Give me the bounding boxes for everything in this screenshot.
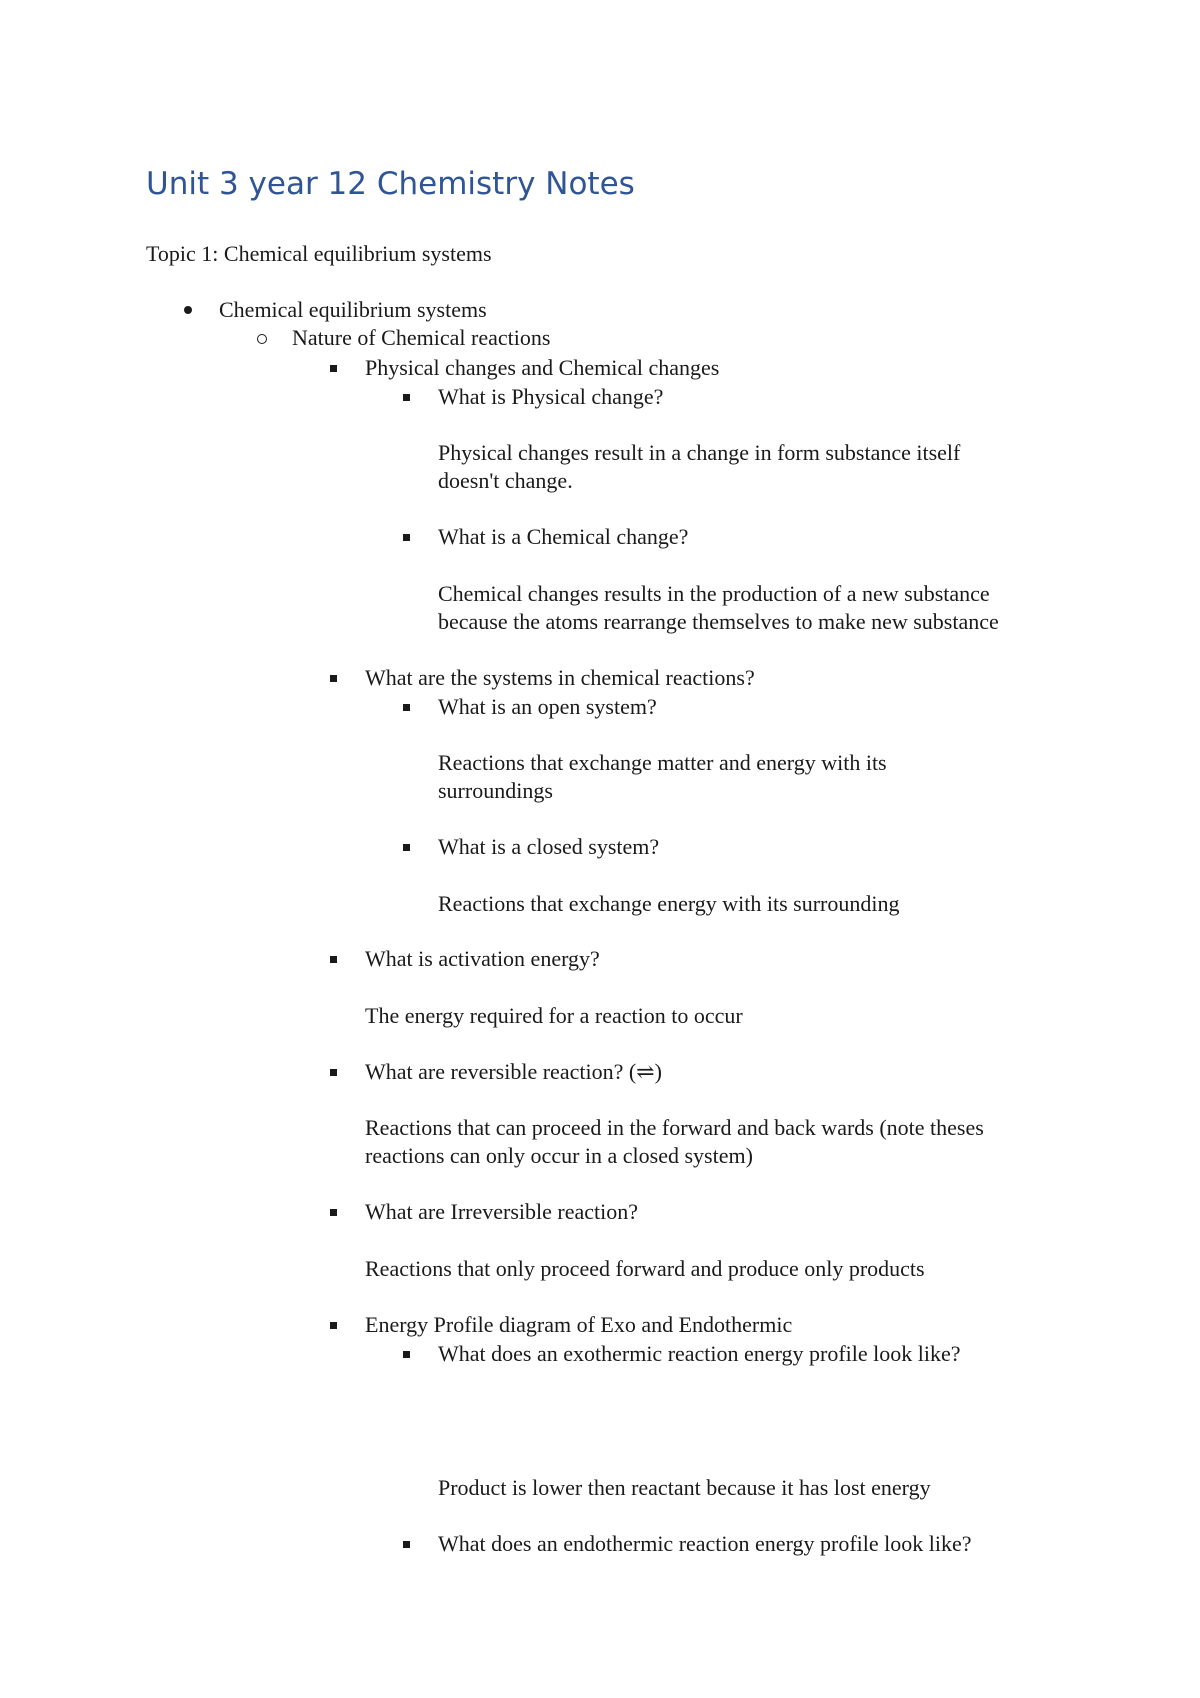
bullet-square-icon — [330, 365, 337, 372]
answer-text: Reactions that exchange matter and energy with its — [438, 750, 887, 775]
answer-text: surroundings — [438, 778, 553, 803]
list-item: What is Physical change? — [438, 384, 664, 409]
list-item: Energy Profile diagram of Exo and Endothermic — [365, 1312, 793, 1337]
bullet-square-icon — [330, 1209, 337, 1216]
list-item: What does an endothermic reaction energy profile look like? — [438, 1531, 972, 1556]
document-title: Unit 3 year 12 Chemistry Notes — [146, 166, 635, 202]
bullet-square-icon — [403, 704, 410, 711]
list-item: Chemical equilibrium systems — [219, 297, 487, 322]
list-item: What are Irreversible reaction? — [365, 1199, 638, 1224]
list-item: What is an open system? — [438, 694, 657, 719]
bullet-square-icon — [330, 675, 337, 682]
bullet-square-icon — [330, 1069, 337, 1076]
answer-text: Reactions that only proceed forward and produce only products — [365, 1256, 925, 1281]
list-item: What does an exothermic reaction energy profile look like? — [438, 1341, 961, 1366]
topic-heading: Topic 1: Chemical equilibrium systems — [146, 241, 492, 266]
list-item: What is a closed system? — [438, 834, 660, 859]
answer-text: Reactions that can proceed in the forward and back wards (note theses — [365, 1115, 984, 1140]
answer-text: Chemical changes results in the production of a new substance — [438, 581, 990, 606]
answer-text: The energy required for a reaction to occur — [365, 1003, 743, 1028]
bullet-circle-icon — [257, 334, 267, 344]
answer-text: doesn't change. — [438, 468, 573, 493]
list-item: Nature of Chemical reactions — [292, 325, 551, 350]
bullet-square-icon — [330, 956, 337, 963]
bullet-square-icon — [403, 394, 410, 401]
list-item: What are the systems in chemical reactions? — [365, 665, 755, 690]
bullet-square-icon — [403, 534, 410, 541]
list-item: What is a Chemical change? — [438, 524, 689, 549]
bullet-square-icon — [330, 1322, 337, 1329]
list-item: What are reversible reaction? (⇌) — [365, 1059, 662, 1084]
answer-text: Product is lower then reactant because it has lost energy — [438, 1475, 931, 1500]
bullet-square-icon — [403, 1541, 410, 1548]
list-item: What is activation energy? — [365, 946, 600, 971]
answer-text: reactions can only occur in a closed system) — [365, 1143, 753, 1168]
answer-text: Reactions that exchange energy with its surrounding — [438, 891, 900, 916]
list-item: Physical changes and Chemical changes — [365, 355, 720, 380]
bullet-square-icon — [403, 1351, 410, 1358]
bullet-square-icon — [403, 844, 410, 851]
answer-text: because the atoms rearrange themselves to make new substance — [438, 609, 999, 634]
bullet-dot-icon — [184, 306, 192, 314]
answer-text: Physical changes result in a change in form substance itself — [438, 440, 961, 465]
